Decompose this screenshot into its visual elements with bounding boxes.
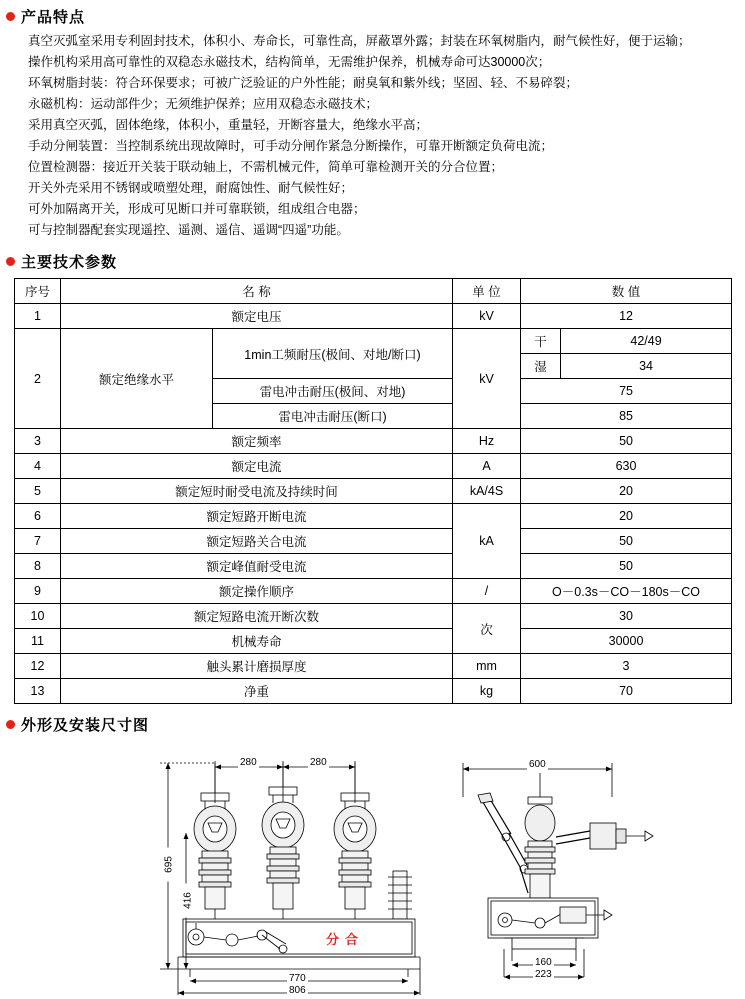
cell-value: 50 xyxy=(521,429,732,454)
cell-unit: kg xyxy=(453,679,521,704)
feature-item: 可与控制器配套实现遥控、遥测、遥信、遥调“四遥”功能。 xyxy=(28,223,349,237)
header-no: 序号 xyxy=(15,279,61,304)
table-row xyxy=(15,304,732,329)
feature-item: 操作机构采用高可靠性的双稳态永磁技术，结构简单，无需维护保养，机械寿命可达30000次； xyxy=(28,55,551,69)
dim-width-outer: 806 xyxy=(289,985,306,996)
cell-tag: 干 xyxy=(521,329,561,354)
cell-value: O－0.3s－CO－180s－CO xyxy=(521,579,732,604)
feature-item: 永磁机构：运动部件少；无须维护保养；应用双稳态永磁技术； xyxy=(28,97,379,111)
table-row xyxy=(15,329,732,354)
features-heading xyxy=(6,6,745,27)
cell-value: 70 xyxy=(521,679,732,704)
header-value: 数 值 xyxy=(521,279,732,304)
cell-unit: kV xyxy=(453,304,521,329)
cell-value: 75 xyxy=(521,379,732,404)
cell-no: 9 xyxy=(15,579,61,604)
cell-name: 额定短路关合电流 xyxy=(61,529,453,554)
cell-value: 20 xyxy=(521,479,732,504)
table-row xyxy=(15,554,732,579)
params-title: 主要技术参数 xyxy=(21,254,118,271)
cell-no: 8 xyxy=(15,554,61,579)
cell-name: 额定电流 xyxy=(61,454,453,479)
cell-no: 7 xyxy=(15,529,61,554)
cell-no: 12 xyxy=(15,654,61,679)
table-row xyxy=(15,479,732,504)
cell-name: 额定电压 xyxy=(61,304,453,329)
cell-name: 额定操作顺序 xyxy=(61,579,453,604)
cell-name: 额定短路电流开断次数 xyxy=(61,604,453,629)
feature-item: 位置检测器：接近开关装于联动轴上，不需机械元件，简单可靠检测开关的分合位置； xyxy=(28,160,504,174)
cell-value: 20 xyxy=(521,504,732,529)
cell-tag: 湿 xyxy=(521,354,561,379)
dim-phase-left: 280 xyxy=(240,757,257,768)
cell-name: 净重 xyxy=(61,679,453,704)
feature-item: 环氧树脂封装：符合环保要求；可被广泛验证的户外性能；耐臭氧和紫外线；坚固、轻、不易碎裂； xyxy=(28,76,579,90)
dim-height-outer: 695 xyxy=(164,848,175,882)
drawing-heading xyxy=(6,714,745,735)
label-close: 合 xyxy=(345,932,359,947)
cell-no: 4 xyxy=(15,454,61,479)
label-open: 分 xyxy=(326,932,340,947)
cell-name: 触头累计磨损厚度 xyxy=(61,654,453,679)
dim-base-outer: 223 xyxy=(535,969,552,980)
feature-item: 手动分闸装置：当控制系统出现故障时，可手动分闸作紧急分断操作，可靠开断额定负荷电流； xyxy=(28,139,554,153)
drawing-svg xyxy=(0,737,745,999)
cell-name: 额定频率 xyxy=(61,429,453,454)
cell-subname: 1min工频耐压(极间、对地/断口) xyxy=(213,329,453,379)
cell-name: 额定绝缘水平 xyxy=(61,329,213,429)
table-row xyxy=(15,579,732,604)
table-row xyxy=(15,629,732,654)
cell-value: 3 xyxy=(521,654,732,679)
cell-value: 42/49 xyxy=(561,329,732,354)
cell-no: 13 xyxy=(15,679,61,704)
bullet-icon xyxy=(6,12,15,21)
cell-value: 34 xyxy=(561,354,732,379)
table-row xyxy=(15,604,732,629)
cell-unit: 次 xyxy=(453,604,521,654)
cell-name: 额定短时耐受电流及持续时间 xyxy=(61,479,453,504)
dim-phase-right: 280 xyxy=(310,757,327,768)
header-unit: 单 位 xyxy=(453,279,521,304)
cell-value: 85 xyxy=(521,404,732,429)
cell-no: 3 xyxy=(15,429,61,454)
cell-value: 630 xyxy=(521,454,732,479)
spec-table xyxy=(14,278,732,704)
feature-item: 可外加隔离开关，形成可见断口并可靠联锁，组成组合电器； xyxy=(28,202,366,216)
dim-base-inner: 160 xyxy=(535,957,552,968)
table-header-row xyxy=(15,279,732,304)
bullet-icon xyxy=(6,720,15,729)
cell-unit: kV xyxy=(453,329,521,429)
cell-name: 额定短路开断电流 xyxy=(61,504,453,529)
drawing-title: 外形及安装尺寸图 xyxy=(21,717,150,734)
dimension-drawing xyxy=(0,737,745,999)
header-name: 名 称 xyxy=(61,279,453,304)
cell-unit: / xyxy=(453,579,521,604)
cell-subname: 雷电冲击耐压(断口) xyxy=(213,404,453,429)
table-row xyxy=(15,679,732,704)
table-row xyxy=(15,429,732,454)
cell-value: 30 xyxy=(521,604,732,629)
cell-value: 30000 xyxy=(521,629,732,654)
features-title: 产品特点 xyxy=(21,9,86,26)
cell-value: 50 xyxy=(521,529,732,554)
bullet-icon xyxy=(6,257,15,266)
cell-value: 12 xyxy=(521,304,732,329)
params-heading xyxy=(6,251,745,272)
cell-no: 6 xyxy=(15,504,61,529)
feature-item: 采用真空灭弧，固体绝缘，体积小，重量轻，开断容量大，绝缘水平高； xyxy=(28,118,429,132)
feature-item: 开关外壳采用不锈钢或喷塑处理，耐腐蚀性、耐气候性好； xyxy=(28,181,354,195)
cell-unit: kA xyxy=(453,504,521,579)
table-row xyxy=(15,529,732,554)
cell-unit: mm xyxy=(453,654,521,679)
cell-name: 额定峰值耐受电流 xyxy=(61,554,453,579)
table-row xyxy=(15,454,732,479)
cell-value: 50 xyxy=(521,554,732,579)
cell-unit: kA/4S xyxy=(453,479,521,504)
cell-no: 1 xyxy=(15,304,61,329)
dim-height-inner: 416 xyxy=(183,884,194,918)
page xyxy=(0,6,745,996)
cell-unit: Hz xyxy=(453,429,521,454)
cell-subname: 雷电冲击耐压(极间、对地) xyxy=(213,379,453,404)
table-row xyxy=(15,654,732,679)
cell-no: 10 xyxy=(15,604,61,629)
dim-side-width: 600 xyxy=(529,759,546,770)
cell-name: 机械寿命 xyxy=(61,629,453,654)
feature-item: 真空灭弧室采用专利固封技术，体积小、寿命长，可靠性高，屏蔽罩外露；封装在环氧树脂内，耐气候性好，便于运输； xyxy=(28,34,691,48)
cell-no: 2 xyxy=(15,329,61,429)
cell-unit: A xyxy=(453,454,521,479)
features-list xyxy=(28,31,745,241)
cell-no: 11 xyxy=(15,629,61,654)
cell-no: 5 xyxy=(15,479,61,504)
dim-width-inner: 770 xyxy=(289,973,306,984)
table-row xyxy=(15,504,732,529)
